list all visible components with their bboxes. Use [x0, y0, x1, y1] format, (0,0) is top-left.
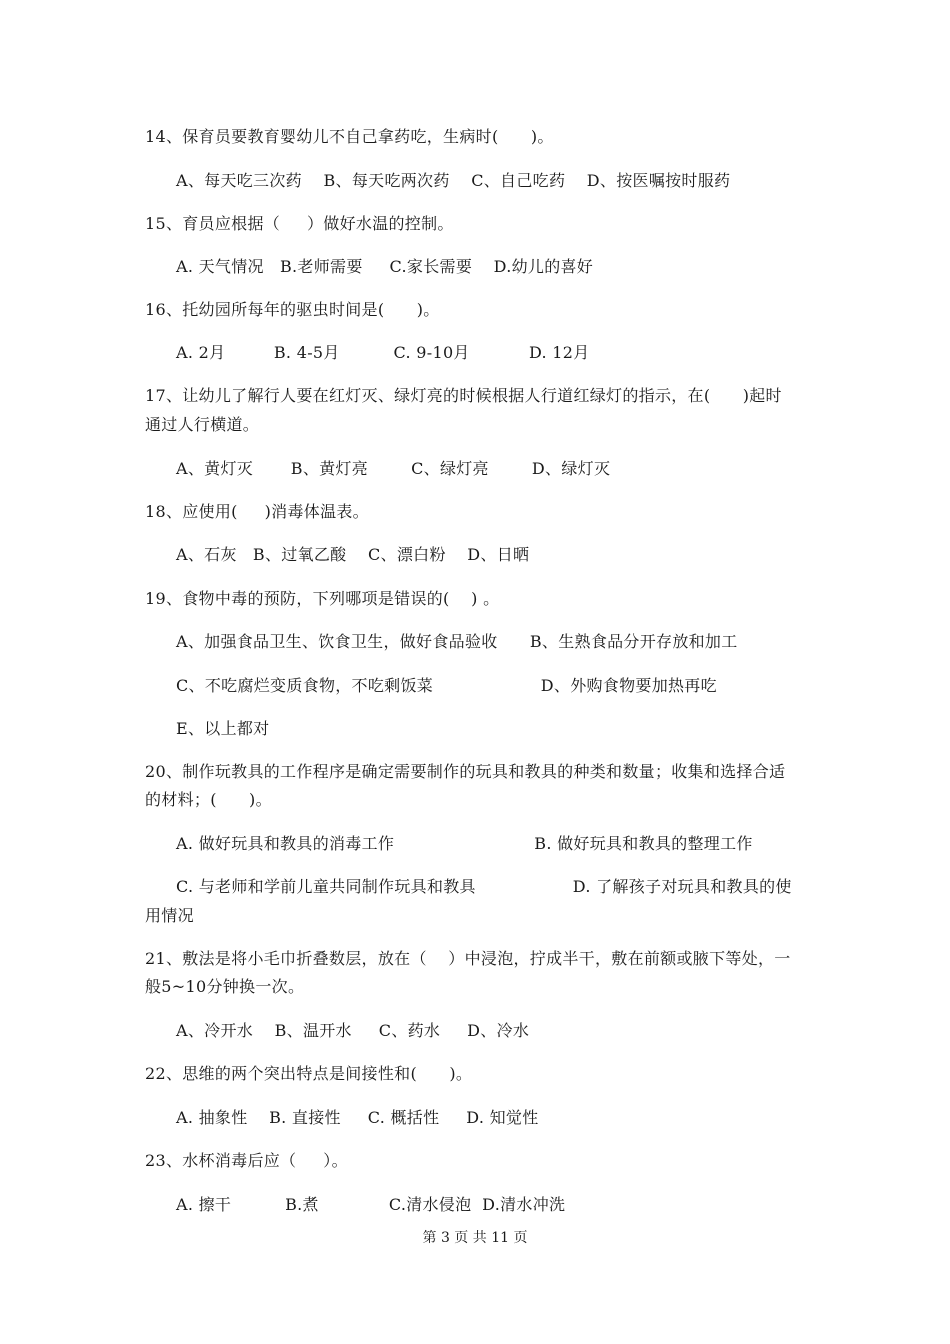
question-stem: 18、应使用( )消毒体温表。	[145, 502, 369, 521]
page-number: 第 3 页 共 11 页	[422, 1230, 528, 1246]
question-options: A、冷开水 B、温开水 C、药水 D、冷水	[176, 1021, 530, 1040]
question-stem: 20、制作玩教具的工作程序是确定需要制作的玩具和教具的种类和数量；收集和选择合适	[145, 762, 786, 781]
question-stem: 21、敷法是将小毛巾折叠数层，放在（ ）中浸泡，拧成半干，敷在前额或腋下等处，一	[145, 949, 791, 968]
question-options: A. 做好玩具和教具的消毒工作 B. 做好玩具和教具的整理工作	[176, 834, 753, 853]
question-options: E、以上都对	[176, 719, 270, 738]
question-stem: 17、让幼儿了解行人要在红灯灭、绿灯亮的时候根据人行道红绿灯的指示，在( )起时	[145, 386, 782, 405]
question-stem: 23、水杯消毒后应（ ）。	[145, 1151, 348, 1170]
question-stem: 15、育员应根据（ ）做好水温的控制。	[145, 214, 454, 233]
question-options: A. 擦干 B.煮 C.清水侵泡 D.清水冲洗	[176, 1195, 566, 1214]
question-stem-continued: 般5~10分钟换一次。	[145, 977, 305, 996]
question-stem-continued: 的材料；( )。	[145, 790, 272, 809]
question-options-continued: 用情况	[145, 906, 194, 925]
question-stem-continued: 通过人行横道。	[145, 415, 260, 434]
question-stem: 14、保育员要教育婴幼儿不自己拿药吃，生病时( )。	[145, 127, 554, 146]
question-options: A、加强食品卫生、饮食卫生，做好食品验收 B、生熟食品分开存放和加工	[176, 632, 738, 651]
question-options: C、不吃腐烂变质食物，不吃剩饭菜 D、外购食物要加热再吃	[176, 676, 717, 695]
question-options: A. 抽象性 B. 直接性 C. 概括性 D. 知觉性	[176, 1108, 539, 1127]
question-stem: 22、思维的两个突出特点是间接性和( )。	[145, 1064, 473, 1083]
question-options: A. 2月 B. 4-5月 C. 9-10月 D. 12月	[176, 343, 590, 362]
question-options: A. 天气情况 B.老师需要 C.家长需要 D.幼儿的喜好	[176, 257, 594, 276]
question-options: A、石灰 B、过氧乙酸 C、漂白粉 D、日晒	[176, 545, 530, 564]
question-stem: 19、食物中毒的预防，下列哪项是错误的( ) 。	[145, 589, 500, 608]
question-options: A、黄灯灭 B、黄灯亮 C、绿灯亮 D、绿灯灭	[176, 459, 611, 478]
question-options: A、每天吃三次药 B、每天吃两次药 C、自己吃药 D、按医嘱按时服药	[176, 171, 731, 190]
question-options: C. 与老师和学前儿童共同制作玩具和教具 D. 了解孩子对玩具和教具的使	[176, 877, 792, 896]
question-stem: 16、托幼园所每年的驱虫时间是( )。	[145, 300, 440, 319]
